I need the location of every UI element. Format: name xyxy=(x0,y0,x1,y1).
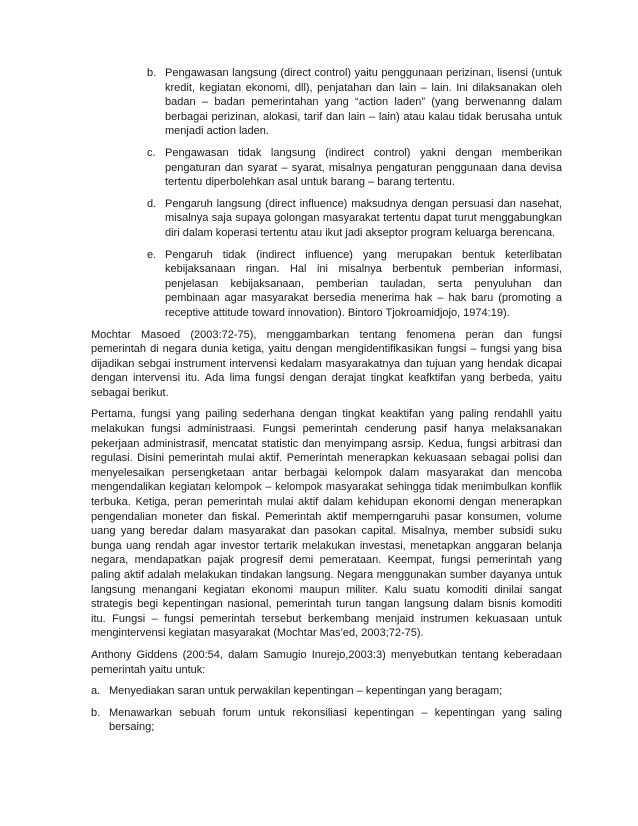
paragraph-mochtar-masoed: Mochtar Masoed (2003:72-75), menggambarkan tentang fenomena peran dan fungsi pemerintah di negara dunia ketiga, yaitu dengan mengidentifikasikan fungsi – fungsi yang bisa dijadikan sebgai instrument intervensi kedalam masyarakatnya dan tujuan yang hendak dicapai dengan intervensi itu. Ada lima fungsi dengan derajat tingkat keafktifan yang berbeda, yaitu sebagai berikut. xyxy=(91,328,562,399)
list-item xyxy=(91,706,562,735)
list-item xyxy=(147,248,562,321)
list-item-text: Pengawasan langsung (direct control) yaitu penggunaan perizinan, lisensi (untuk kredit, kegiatan ekonomi, dll), penjatahan dan lain – lain. Ini dilaksanakan oleh badan – badan pemerintahan yang “action laden” (yang berwenanng dalam berbagai perizinan, alokasi, tarif dan lain – lain) atau kalau tidak berusaha untuk menjadi action laden. xyxy=(165,67,562,138)
paragraph-five-functions: Pertama, fungsi yang pailing sederhana dengan tingkat keaktifan yang paling rendahll yaitu melakukan fungsi administraasi. Fungsi pemerintah cenderung pasif hanya melaksanakan pekerjaan administrasif, mencatat statistic dan menyimpang asrsip. Kedua, fungsi arbitrasi dan regulasi. Disini pemerintah mulai aktif. Pemerintah menerapkan kekuasaan sebagai polisi dan menyelesaikan persengketaan antar berbagai kelompok dalam masyarakat dan mencoba mengendalikan kegiatan kelompok – kelompok masyarakat sehingga tidak menimbulkan konflik terbuka. Ketiga, peran pemerintah mulai aktif dalam kehidupan ekonomi dengan menerapkan pengendalian moneter dan fiskal. Pemerintah aktif memperngaruhi pasar konsumen, volume uang yang beredar dalam masyarakat dan pasokan capital. Misalnya, member subsidi suku bunga uang rendah agar investor tertarik melakukan investasi, menetapkan anggaran belanja negara, mendapatkan pajak progresif demi pemerataan. Keempat, fungsi pemerintah yang paling aktif adalah melakukan tindakan langsung. Negara menggunakan sumber dayanya untuk langsung menangani kegiatan ekonomi maupun militer. Kalu suatu komoditi dinilai sangat strategis begi kepentingan nasional, pemerintah turun tangan langsung dalam bisnis komoditi itu. Fungsi – fungsi pemerintah tersebut berkembang menjaid instrumen kekuasaan untuk mengintervensi kegiatan masyarakat (Mochtar Mas’ed, 2003;72-75). xyxy=(91,408,562,640)
list-item xyxy=(147,146,562,190)
list-item xyxy=(91,684,562,699)
list-marker: c. xyxy=(147,146,156,159)
government-intervention-sublist xyxy=(147,66,562,321)
list-item-text: Menawarkan sebuah forum untuk rekonsiliasi kepentingan – kepentingan yang saling bersaing; xyxy=(109,706,562,734)
list-item-text: Pengawasan tidak langsung (indirect control) yakni dengan memberikan pengaturan dan syarat – syarat, misalnya pengaturan penggunaan dana devisa tertentu diperbolehkan asal untuk barang – barang tertentu. xyxy=(165,146,562,189)
list-marker: b. xyxy=(91,706,101,719)
paragraph-anthony-giddens: Anthony Giddens (200:54, dalam Samugio Inurejo,2003:3) menyebutkan tentang keberadaan pemerintah yaitu untuk: xyxy=(91,648,562,676)
list-marker: b. xyxy=(147,67,157,79)
government-purpose-list xyxy=(91,684,562,735)
list-marker: e. xyxy=(147,248,157,261)
list-item-text: Menyediakan saran untuk perwakilan kepentingan – kepentingan yang beragam; xyxy=(109,685,503,698)
list-item-text: Pengaruh langsung (direct influence) maksudnya dengan persuasi dan nasehat, misalnya saja supaya golongan masyarakat tertentu dapat turut menggabungkan diri dalam koperasi tertentu atau ikut jadi akseptor program keluarga berencana. xyxy=(165,197,562,239)
list-marker: a. xyxy=(91,685,101,698)
list-item-text: Pengaruh tidak (indirect influence) yang merupakan bentuk keterlibatan kebijaksanaan ringan. Hal ini misalnya berbentuk pemberian informasi, penjelasan kebijaksanaan, pemberian tauladan, serta penyuluhan dan pembinaan agar masyarakat bersedia menerima hak – hak baru (promoting a receptive attitude toward innovation). Bintoro Tjokroamidjojo, 1974:19). xyxy=(165,248,562,319)
list-marker: d. xyxy=(147,197,157,210)
list-item xyxy=(147,66,562,139)
list-item xyxy=(147,197,562,241)
